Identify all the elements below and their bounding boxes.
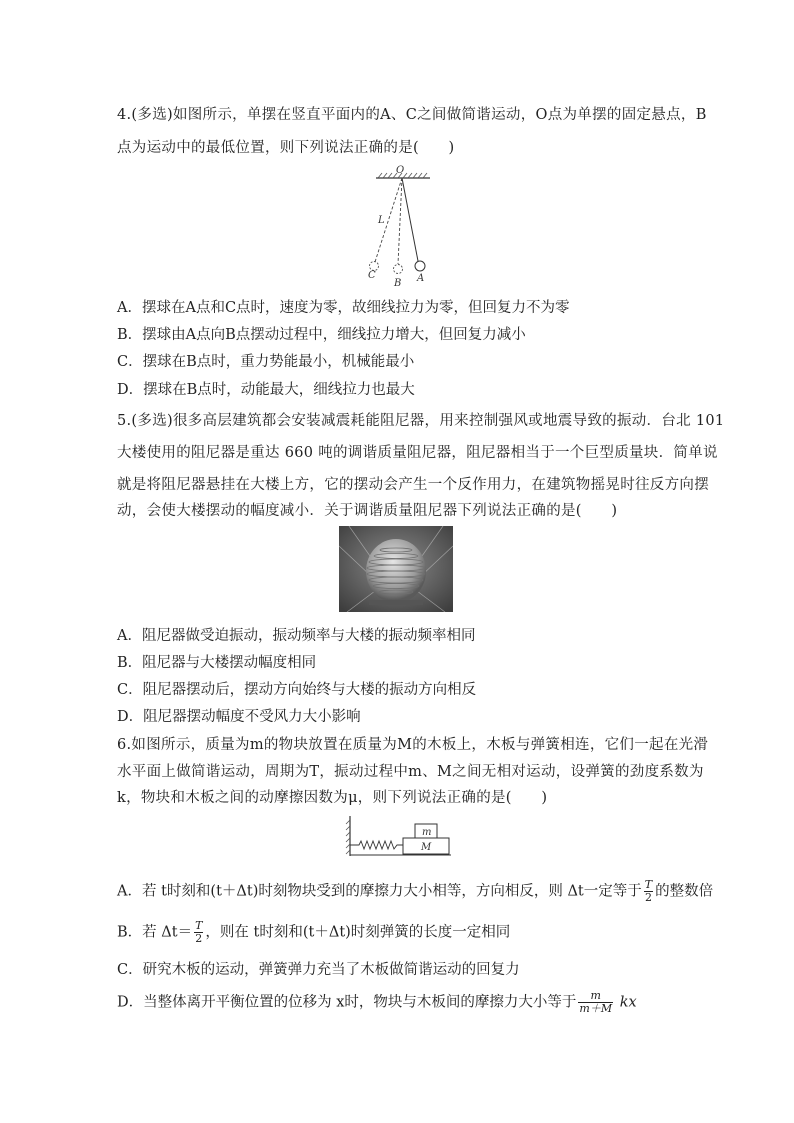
bob-b xyxy=(394,265,403,274)
q6-stem-line2: 水平面上做简谐运动，周期为T，振动过程中m、M之间无相对运动，设弹簧的劲度系数为 xyxy=(117,764,704,780)
damper-photo xyxy=(339,526,453,612)
q6-stem-line1: 6.如图所示，质量为m的物块放置在质量为M的木板上，木板与弹簧相连，它们一起在光滑 xyxy=(117,737,709,753)
string-b xyxy=(398,178,402,264)
q5-option-b: B．阻尼器与大楼摆动幅度相同 xyxy=(117,655,317,671)
wall-hatch xyxy=(346,820,350,854)
q5-option-c: C．阻尼器摆动后，摆动方向始终与大楼的振动方向相反 xyxy=(117,682,477,698)
q6-option-a xyxy=(117,879,713,904)
q6-option-c: C．研究木板的运动，弹簧弹力充当了木板做简谐运动的回复力 xyxy=(117,962,520,978)
q6-option-a-text: A．若 t时刻和(t＋Δt)时刻物块受到的摩擦力大小相等，方向相反，则 Δt一定等于 xyxy=(117,883,642,900)
label-o: O xyxy=(396,165,405,176)
pendulum-figure xyxy=(360,163,450,291)
q4-stem-line1: 4.(多选)如图所示，单摆在竖直平面内的A、C之间做简谐运动，O点为单摆的固定悬点，B xyxy=(117,107,707,123)
fraction-t-over-2: $\frac{T}{2}$ xyxy=(195,919,203,945)
q5-stem-line4: 动，会使大楼摆动的幅度减小．关于调谐质量阻尼器下列说法正确的是( ) xyxy=(117,503,618,519)
spring-block-figure xyxy=(345,814,453,860)
q6-option-b xyxy=(117,920,510,945)
spring xyxy=(350,841,403,849)
q6-stem-line3: k，物块和木板之间的动摩擦因数为μ，则下列说法正确的是( ) xyxy=(117,790,548,806)
q5-stem-line2: 大楼使用的阻尼器是重达 660 吨的调谐质量阻尼器，阻尼器相当于一个巨型质量块．简单说 xyxy=(117,445,718,461)
fraction-m-over-m-plus-m: $\frac{m}{m+M}$ xyxy=(579,989,613,1015)
q4-option-c: C．摆球在B点时，重力势能最小，机械能最小 xyxy=(117,354,415,370)
q6-option-d-tail: kx xyxy=(615,994,637,1011)
string-a xyxy=(402,178,418,261)
q4-option-a: A．摆球在A点和C点时，速度为零，故细线拉力为零，但回复力不为零 xyxy=(117,300,570,316)
q6-option-b-text: B．若 Δt＝ xyxy=(117,924,193,941)
q6-option-d xyxy=(117,990,637,1015)
q5-option-d: D．阻尼器摆动幅度不受风力大小影响 xyxy=(117,709,361,725)
label-a: A xyxy=(417,273,425,284)
q5-stem-line3: 就是将阻尼器悬挂在大楼上方，它的摆动会产生一个反作用力，在建筑物摇晃时往反方向摆 xyxy=(117,477,709,493)
q5-stem-line1: 5.(多选)很多高层建筑都会安装减震耗能阻尼器，用来控制强风或地震导致的振动．台北 101 xyxy=(117,413,725,429)
bob-a xyxy=(415,261,425,271)
q4-stem-line2: 点为运动中的最低位置，则下列说法正确的是( ) xyxy=(117,140,455,156)
q4-option-d: D．摆球在B点时，动能最大，细线拉力也最大 xyxy=(117,382,415,398)
q6-option-a-tail: 的整数倍 xyxy=(655,883,714,900)
label-c: C xyxy=(368,270,376,281)
q6-option-d-text: D．当整体离开平衡位置的位移为 x时，物块与木板间的摩擦力大小等于 xyxy=(117,994,577,1011)
q6-option-b-tail: ，则在 t时刻和(t＋Δt)时刻弹簧的长度一定相同 xyxy=(205,924,511,941)
fraction-t-over-2: $\frac{T}{2}$ xyxy=(644,878,653,904)
q5-option-a: A．阻尼器做受迫振动，振动频率与大楼的振动频率相同 xyxy=(117,628,476,644)
label-big-m: M xyxy=(421,842,432,853)
label-b: B xyxy=(394,278,402,289)
q4-option-b: B．摆球由A点向B点摆动过程中，细线拉力增大，但回复力减小 xyxy=(117,327,526,343)
label-small-m: m xyxy=(422,827,432,838)
label-l: L xyxy=(378,215,385,226)
